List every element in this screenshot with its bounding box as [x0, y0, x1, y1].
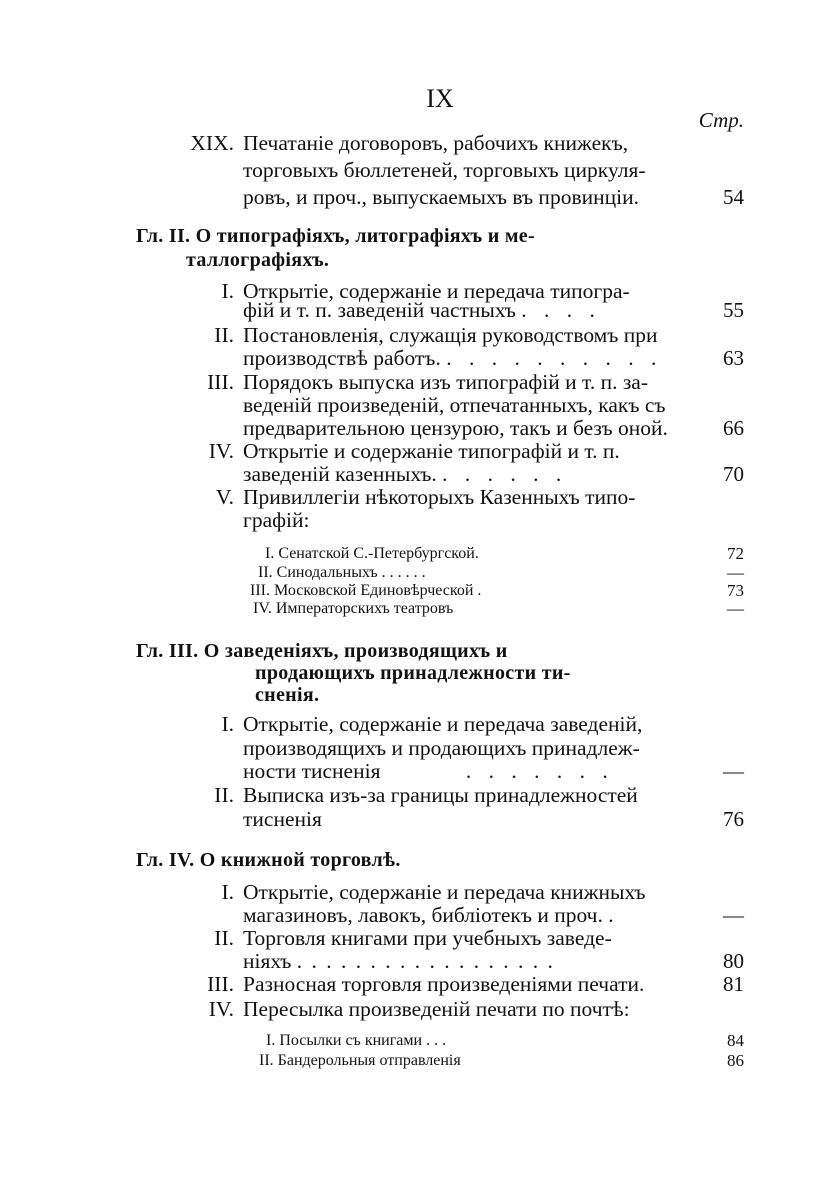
entry-page: 70: [723, 462, 744, 486]
sub-entry: I. Сенатской С.-Петербургской.: [265, 545, 479, 562]
entry-line: графій:: [243, 508, 310, 532]
entry-number: I.: [221, 880, 234, 904]
leader-dots: . . . . . . .: [465, 759, 614, 783]
sub-entry-page: 84: [727, 1031, 744, 1050]
entry-number: I.: [221, 279, 234, 303]
entry-number: II.: [214, 323, 234, 347]
entry-line: Открытіе, содержаніе и передача типогра-: [243, 279, 630, 303]
entry-line: Торговля книгами при учебныхъ заведе-: [243, 926, 612, 950]
leader-dots: . . . .: [521, 298, 601, 322]
chapter-heading: Гл. IV. О книжной торговлѣ.: [136, 849, 401, 871]
sub-entry-page: —: [727, 599, 744, 618]
entry-page: 66: [723, 416, 744, 440]
chapter-heading-cont: продающихъ принадлежности ти-: [255, 662, 571, 684]
entry-page: 81: [723, 972, 744, 996]
sub-entry: IV. Императорскихъ театровъ: [253, 600, 454, 617]
entry-page: 54: [723, 185, 744, 209]
sub-entry: II. Бандерольныя отправленія: [259, 1052, 461, 1069]
sub-entry-page: 73: [727, 581, 744, 600]
sub-entry: I. Посылки съ книгами . . .: [266, 1032, 447, 1049]
chapter-heading: Гл. III. О заведеніяхъ, производящихъ и: [136, 640, 508, 662]
entry-number: IV.: [208, 439, 234, 463]
entry-line: Открытіе и содержаніе типографій и т. п.: [243, 439, 620, 463]
chapter-heading: Гл. II. О типографіяхъ, литографіяхъ и ме-: [136, 225, 535, 247]
entry-line: ніяхъ . . . . . . . . . . . . . . . . . .: [243, 949, 555, 973]
leader-dots: . . . . . .: [442, 462, 568, 486]
entry-number: V.: [215, 485, 234, 509]
page-number: IX: [426, 84, 454, 113]
page-column-label: Стр.: [698, 108, 744, 132]
entry-number: II.: [214, 926, 234, 950]
entry-line: заведеній казенныхъ. . . . . . .: [243, 462, 568, 486]
entry-line: производящихъ и продающихъ принадлеж-: [243, 736, 640, 760]
entry-page: —: [723, 759, 744, 783]
chapter-heading-cont: сненія.: [255, 684, 320, 706]
chapter-heading-cont: таллографіяхъ.: [186, 249, 330, 271]
entry-line: производствѣ работъ. . . . . . . . . . .: [243, 346, 663, 370]
sub-entry: II. Синодальныхъ . . . . . .: [258, 564, 426, 581]
entry-number: IV.: [208, 997, 234, 1021]
entry-line: торговыхъ бюллетеней, торговыхъ циркуля-: [243, 158, 646, 182]
entry-page: 55: [723, 298, 744, 322]
entry-line: тисненія: [243, 807, 322, 831]
leader-dots: . . . . . . . . . . . . . . . . . .: [296, 949, 555, 973]
sub-entry-page: 72: [727, 544, 744, 563]
entry-line: магазиновъ, лавокъ, библіотекъ и проч. .: [243, 903, 614, 927]
entry-line: фій и т. п. заведеній частныхъ . . . .: [243, 298, 601, 322]
entry-line: веденій произведеній, отпечатанныхъ, какъ съ: [243, 393, 666, 417]
entry-page: 80: [723, 949, 744, 973]
sub-entry-page: 86: [727, 1051, 744, 1070]
entry-number: I.: [221, 712, 234, 736]
entry-line: предварительною цензурою, такъ и безъ оной.: [243, 416, 668, 440]
entry-number: XIX.: [190, 131, 234, 155]
entry-number: III.: [207, 972, 234, 996]
entry-line: Открытіе, содержаніе и передача книжныхъ: [243, 880, 646, 904]
entry-line: Привиллегіи нѣкоторыхъ Казенныхъ типо-: [243, 485, 636, 509]
entry-line: Открытіе, содержаніе и передача заведеній,: [243, 712, 643, 736]
sub-entry-page: —: [727, 563, 744, 582]
entry-number: II.: [214, 783, 234, 807]
entry-line: Выписка изъ-за границы принадлежностей: [243, 783, 638, 807]
entry-line: ровъ, и проч., выпускаемыхъ въ провинціи.: [243, 185, 639, 209]
entry-line: Пересылка произведеній печати по почтѣ:: [243, 997, 630, 1021]
sub-entry: III. Московской Единовѣрческой .: [250, 582, 482, 599]
entry-page: —: [723, 903, 744, 927]
entry-line: Разносная торговля произведеніями печати.: [243, 972, 645, 996]
entry-line: ности тисненія . . . . . . .: [243, 759, 614, 783]
entry-page: 63: [723, 346, 744, 370]
leader-dots: . . . . . . . . . .: [446, 346, 663, 370]
entry-line: Печатаніе договоровъ, рабочихъ книжекъ,: [243, 131, 629, 155]
entry-number: III.: [207, 370, 234, 394]
entry-line: Постановленія, служащія руководствомъ при: [243, 323, 658, 347]
entry-page: 76: [723, 807, 744, 831]
entry-line: Порядокъ выпуска изъ типографій и т. п. за-: [243, 370, 649, 394]
